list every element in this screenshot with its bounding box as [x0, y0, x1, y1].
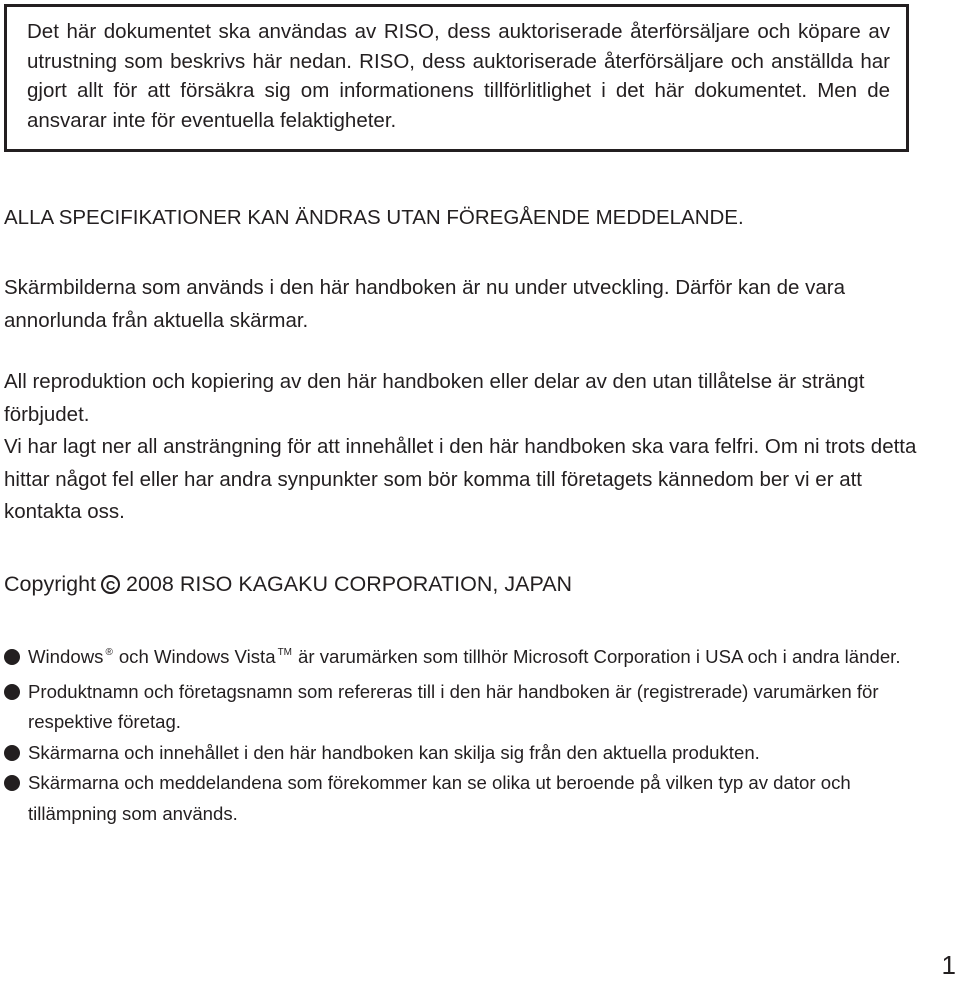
list-item — [4, 738, 920, 769]
list-item-text: Skärmarna och innehållet i den här handboken kan skilja sig från den aktuella produkten. — [28, 741, 760, 763]
copyright-icon: C — [101, 575, 120, 594]
list-item-text: Produktnamn och företagsnamn som refereras till i den här handboken är (registrerade) varumärken för respektive företag. — [28, 680, 879, 732]
disclaimer-text: Det här dokumentet ska användas av RISO, dess auktoriserade återförsäljare och köpare av utrustning som beskrivs här nedan. RISO, dess auktoriserade återförsäljare och anställda har gjort allt för att försäkra sig om informationens tillförlitlighet i det här dokumentet. Men de ansvarar inte för eventuella felaktigheter. — [27, 20, 890, 132]
list-item — [4, 677, 920, 738]
screens-notice: Skärmbilderna som används i den här handboken är nu under utveckling. Därför kan de vara annorlunda från aktuella skärmar. — [4, 276, 845, 332]
bullet-icon — [4, 745, 20, 761]
reproduction-section — [4, 366, 920, 529]
spec-change-notice: ALLA SPECIFIKATIONER KAN ÄNDRAS UTAN FÖREGÅENDE MEDDELANDE. — [4, 206, 744, 229]
disclaimer-box — [4, 4, 909, 152]
trademark-text: är varumärken som tillhör Microsoft Corporation i USA och i andra länder. — [298, 646, 901, 667]
bullet-icon — [4, 684, 20, 700]
windows-vista-label: och Windows Vista — [118, 646, 276, 667]
bullet-icon — [4, 649, 20, 665]
reproduction-notice: All reproduktion och kopiering av den här handboken eller delar av den utan tillåtelse är strängt förbjudet. — [4, 370, 865, 426]
copyright-text: 2008 RISO KAGAKU CORPORATION, JAPAN — [126, 572, 573, 596]
trademark-list — [4, 642, 920, 829]
list-item — [4, 642, 920, 677]
trademark-mark: TM — [277, 647, 293, 658]
registered-mark: ® — [105, 647, 113, 658]
contact-notice: Vi har lagt ner all ansträngning för att innehållet i den här handboken ska vara felfri. Om ni trots detta hittar något fel eller har andra synpunkter som bör komma till företagets kännedom ber vi er att kontakta oss. — [4, 435, 917, 523]
list-item — [4, 768, 920, 829]
copyright-line — [4, 568, 920, 601]
copyright-prefix: Copyright — [4, 572, 97, 596]
bullet-icon — [4, 775, 20, 791]
page-number: 1 — [941, 950, 956, 980]
list-item-text: Skärmarna och meddelandena som förekommer kan se olika ut beroende på vilken typ av dator och tillämpning som används. — [28, 772, 851, 824]
windows-label: Windows — [28, 646, 104, 667]
